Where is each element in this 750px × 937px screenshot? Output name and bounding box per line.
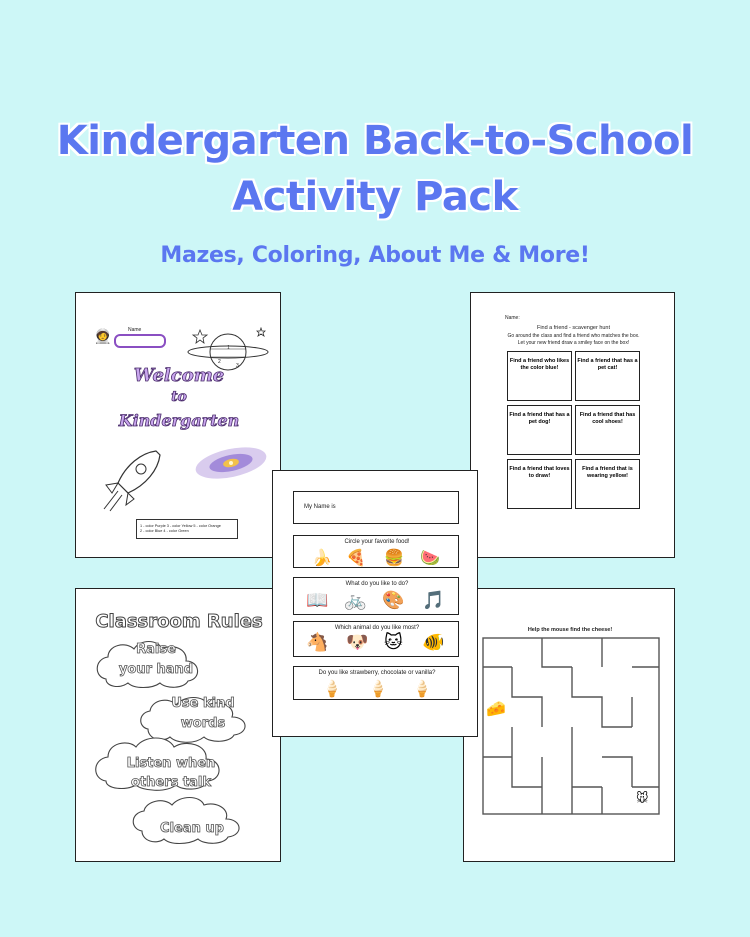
maze-grid (482, 637, 662, 817)
rule-3-line1: Listen when (126, 756, 216, 771)
about-me-page-preview (272, 470, 478, 737)
horse-icon: 🐴 (306, 632, 329, 653)
dog-icon: 🐶 (346, 632, 369, 653)
icecream-question: Do you like strawberry, chocolate or vanilla? (318, 670, 436, 676)
food-question: Circle your favorite food! (344, 539, 410, 545)
reading-icon: 📖 (306, 590, 329, 611)
rule-1-line2: your hand (118, 662, 194, 677)
planet-number-3: 3 (236, 363, 239, 369)
scavenger-heading: Find a friend - scavenger hunt (536, 325, 611, 331)
pizza-icon: 🍕 (346, 548, 366, 567)
icecream-question-box (293, 666, 459, 700)
mouse-icon: 🐭 (636, 791, 649, 805)
scavenger-instruction-1: Go around the class and find a friend who matches the box. (507, 333, 640, 339)
animal-question: Which animal do you like most? (334, 625, 420, 631)
rule-3-line2: others talk (131, 775, 211, 790)
name-label: Name: (505, 315, 520, 321)
activity-question-box (293, 577, 459, 615)
name-field (114, 334, 166, 348)
vanilla-icecream-icon: 🍦 (412, 679, 432, 698)
hunt-cell-dog: Find a friend that has a pet dog! (507, 405, 572, 455)
scavenger-instruction-2: Let your new friend draw a smiley face on the box! (517, 340, 630, 346)
bike-icon: 🚲 (344, 590, 367, 611)
banana-icon: 🍌 (312, 548, 332, 567)
rules-title: Classroom Rules (95, 611, 263, 632)
astronaut-icon: 🧑‍🚀 (94, 329, 112, 345)
cat-icon: 🐱 (384, 632, 403, 653)
hunt-cell-yellow: Find a friend that is wearing yellow! (575, 459, 640, 509)
rule-1-line1: Raise (136, 642, 176, 657)
my-name-label: My Name is (304, 504, 336, 510)
activity-question: What do you like to do? (345, 581, 409, 587)
food-question-box (293, 535, 459, 568)
planet-number-2: 2 (218, 359, 221, 365)
welcome-word: Welcome (133, 365, 225, 386)
planet-number-1: 1 (227, 345, 230, 351)
to-word: to (171, 389, 187, 405)
painting-icon: 🎨 (382, 590, 405, 611)
galaxy-illustration (191, 438, 271, 488)
classroom-rules-page-preview (75, 588, 281, 862)
subtitle: Mazes, Coloring, About Me & More! (160, 243, 590, 268)
hunt-cell-draw: Find a friend that loves to draw! (507, 459, 572, 509)
name-label: Name (128, 327, 142, 333)
animal-question-box (293, 621, 459, 657)
kindergarten-word: Kindergarten (118, 411, 240, 430)
hunt-cell-shoes: Find a friend that has cool shoes! (575, 405, 640, 455)
hunt-cell-blue: Find a friend who likes the color blue! (507, 351, 572, 401)
maze-page-preview (463, 588, 675, 862)
fish-icon: 🐠 (422, 632, 445, 653)
main-title-line2: Activity Pack (232, 174, 518, 220)
maze-heading: Help the mouse find the cheese! (527, 627, 613, 633)
my-name-box (293, 491, 459, 524)
rule-2-line2: words (180, 716, 226, 731)
welcome-page-preview (75, 292, 281, 558)
hunt-cell-cat: Find a friend that has a pet cat! (575, 351, 640, 401)
scavenger-hunt-page-preview (470, 292, 675, 558)
main-title-line1: Kindergarten Back-to-School (56, 118, 694, 164)
chocolate-icecream-icon: 🍦 (368, 679, 388, 698)
watermelon-icon: 🍉 (420, 548, 440, 567)
rule-2-line1: Use kind (171, 696, 235, 711)
singing-icon: 🎵 (422, 590, 445, 611)
rocket-illustration (96, 445, 166, 515)
strawberry-icecream-icon: 🍦 (322, 679, 342, 698)
color-key-line2: 2 - color Blue 4 - color Green (140, 529, 189, 533)
cheese-icon: 🧀 (486, 699, 506, 718)
rule-4: Clean up (160, 821, 224, 836)
color-key-line1: 1 - color Purple 3 - color Yellow 5 - color Orange (140, 524, 221, 528)
burger-icon: 🍔 (384, 548, 404, 567)
color-key-box (136, 519, 238, 539)
